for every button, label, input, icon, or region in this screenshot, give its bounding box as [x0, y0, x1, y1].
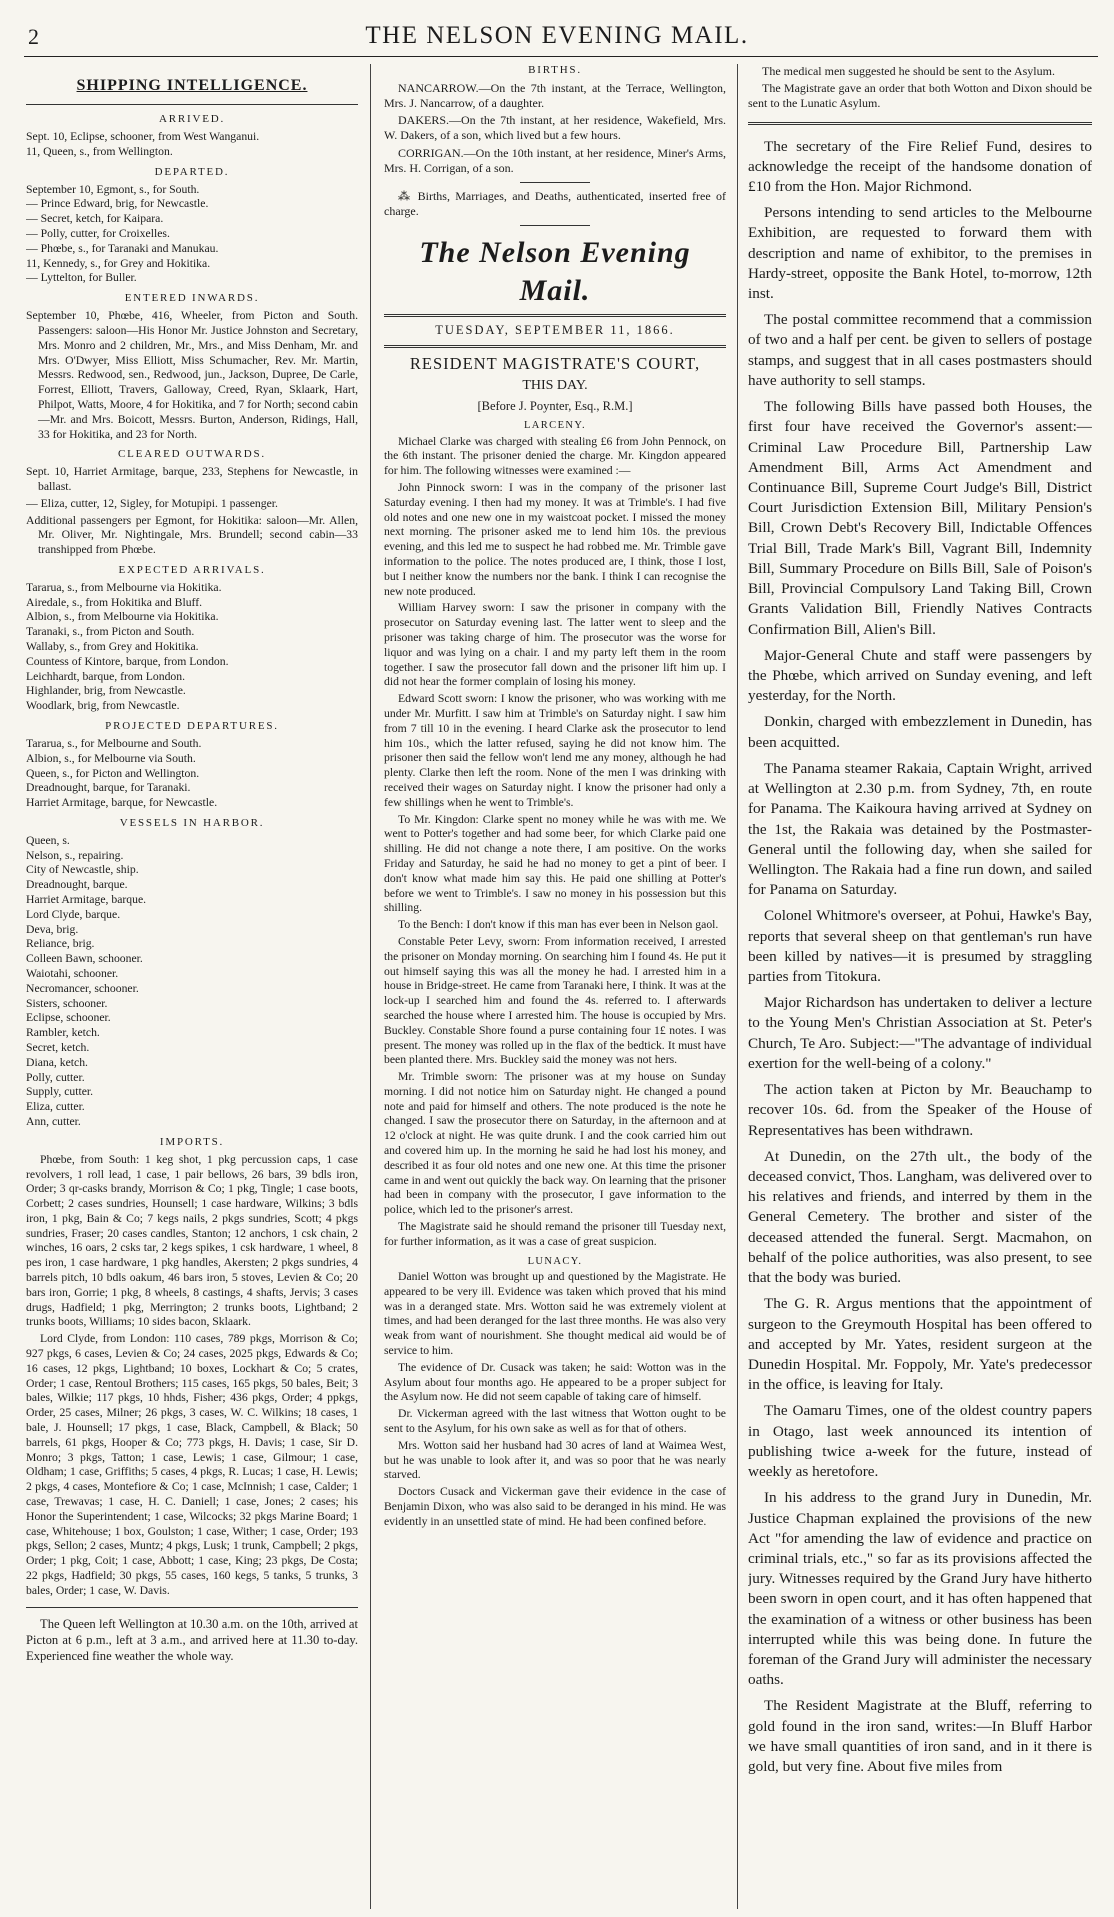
news-paragraph: The Panama steamer Rakaia, Captain Wright, arrived at Wellington at 2.30 p.m. from Sydney, 7th, en route for Panama. The Kaikoura having arrived at Sydney on the 1st, the Rakaia was detained by the Postmaster-General until the following day, when she sailed for Wellington. The Rakaia had a fine run down, and sailed for Panama on Saturday. — [748, 759, 1092, 899]
lunacy-label: LUNACY. — [527, 1255, 583, 1267]
vessels-label: VESSELS IN HARBOR. — [119, 816, 265, 829]
column-divider — [737, 64, 738, 1909]
masthead — [0, 0, 1114, 58]
column-court — [384, 64, 726, 1909]
list-item: Queen, s., for Picton and Wellington. — [26, 766, 200, 780]
list-item: Eclipse, schooner. — [26, 1011, 111, 1025]
list-item: Waiotahi, schooner. — [26, 967, 119, 981]
list-item: — Polly, cutter, for Croixelles. — [26, 227, 170, 241]
entered-label: ENTERED INWARDS. — [124, 292, 260, 305]
births-label: BIRTHS. — [528, 64, 582, 76]
list-item: Lord Clyde, barque. — [26, 907, 121, 921]
news-paragraph: In his address to the grand Jury in Dunedin, Mr. Justice Chapman explained the provisions of the new Act "for amending the law of evidence and practice on criminal trials, etc.," so far as its provisions affected the jury. Witnesses required by the Grand Jury have hitherto been sworn in open court, and it has often happened that the examination of a witness or other business has been interrupted while this was being done. In future the foreman of the Grand Jury will administer the necessary oaths. — [748, 1489, 1092, 1689]
list-item: Sisters, schooner. — [26, 996, 108, 1010]
closing-note: The Queen left Wellington at 10.30 a.m. on the 10th, arrived at Picton at 6 p.m., left at 3 a.m., and arrived here at 11.30 to-day. Experienced fine weather the whole way. — [26, 1616, 358, 1664]
projected-label: PROJECTED DEPARTURES. — [105, 720, 279, 733]
divider — [26, 1607, 358, 1608]
news-paragraph: At Dunedin, on the 27th ult., the body of the deceased convict, Thos. Langham, was delivered over to his relatives and friends, and interred by them in the General Cemetery. The brother and sister of the deceased attended the funeral. Sergt. Macmahon, on behalf of the police authorities, was also present, to see that the body was buried. — [748, 1147, 1092, 1287]
divider — [520, 225, 590, 226]
section-heading: SHIPPING INTELLIGENCE. — [76, 77, 308, 94]
list-item: — Prince Edward, brig, for Newcastle. — [26, 197, 209, 211]
projected-list — [26, 737, 358, 811]
list-item: Rambler, ketch. — [26, 1026, 100, 1040]
arrived-label: ARRIVED. — [158, 113, 226, 126]
court-paragraph: Edward Scott sworn: I know the prisoner, who was working with me under Mr. Murfitt. I saw him at Trimble's on Saturday night. I saw him from 7 till 10 in the evening. I heard Clarke ask the prosecutor to lend him 10s., which the latter refused, saying he did not know him. The prisoner then said the fellow won't lend me any money, although he had plenty. Clarke then left the room. None of the men I was drinking with received their wages on Saturday night. I know the prisoner had only a few shillings when he went to Trimble's. — [384, 692, 726, 809]
court-paragraph: The evidence of Dr. Cusack was taken; he said: Wotton was in the Asylum about four months ago. He appeared to be a proper subject for the Asylum now. He did not seem capable of taking care of himself. — [384, 1360, 726, 1404]
departed-list — [26, 183, 358, 287]
entered-text: September 10, Phœbe, 416, Wheeler, from Picton and South. Passengers: saloon—His Honor Mr. Justice Johnston and Secretary, Mrs. Monro and 2 children, Mr., Mrs., and Miss Denham, Mr. and Mrs. O'Dwyer, Miss Elliott, Miss Schumacher, Rev. Mr. Martin, Messrs. Redwood, sen., Redwood, jun., Jackson, Dupree, De Carle, Forrest, Elliott, Travers, Galloway, Creed, Ryan, Sklaark, Hart, Philpot, Watts, Moore, 4 for Hokitika, and 7 for North; second cabin—Mr. and Mrs. Boicott, Messrs. Burton, Anderson, Ridings, Hall, 33 for Hokitika, and 23 for North. — [26, 309, 358, 441]
court-paragraph: Mrs. Wotton said her husband had 30 acres of land at Waimea West, but he was unable to look after it, and was so poor that he was nearly starved. — [384, 1438, 726, 1482]
court-continuation: The Magistrate gave an order that both Wotton and Dixon should be sent to the Lunatic Asylum. — [748, 81, 1092, 111]
imports-text: Lord Clyde, from London: 110 cases, 789 pkgs, Morrison & Co; 927 pkgs, 6 cases, Levien & Co; 24 cases, 2025 pkgs, Edwards & Co; 16 cases, 12 pkgs, Lightband; 10 boxes, Lockhart & Co; 5 crates, Order; 1 case, Rentoul Brothers; 115 cases, 165 pkgs, 50 bales, Beit; 3 bales, Wilkie; 117 pkgs, 10 hhds, Fisher; 436 pkgs, Order; 4 ppkgs, Order, 25 cases, Milner; 26 pkgs, 3 cases, W. C. Wilkins; 18 cases, 1 bale, J. Hounsell; 17 pkgs, 1 case, Black, Campbell, & Black; 50 barrels, 61 pkgs, Hooper & Co; 773 pkgs, H. Davis; 1 case, Sir D. Monro; 3 pkgs, Tatton; 1 case, Lewis; 1 case, Gilmour; 1 case, Oldham; 1 case, Griffiths; 5 cases, 4 pkgs, R. Lucas; 1 case, H. Lewis; 2 pkgs, 4 cases, Montefiore & Co; 1 case, McInnish; 1 case, Calder; 1 case, Trewavas; 1 case, H. C. Daniell; 1 case, Jones; 2 cases; his Honor the Superintendent; 1 case, Wilcocks; 32 pkgs Marine Board; 1 case, Whitehouse; 1 box, Goulston; 1 case, Wither; 1 case, Order; 193 pkgs, Sellon; 2 cases, Muntz; 4 pkgs, Lusk; 1 trunk, Campbell; 2 pkgs, Order; 1 pkg, Coit; 1 case, Abbott; 1 case, King; 23 pkgs, De Costa; 22 pkgs, Hadfield; 30 pkgs, 55 cases, 160 kegs, 5 tanks, 5 trunks, 3 bales, Order; 1 case, W. Davis. — [26, 1332, 358, 1597]
court-paragraph: Doctors Cusack and Vickerman gave their evidence in the case of Benjamin Dixon, who was also said to be deranged in his mind. He was evidently in an unsettled state of mind. He had been confined before. — [384, 1485, 726, 1528]
list-item: — Lyttelton, for Buller. — [26, 271, 137, 285]
list-item: Ann, cutter. — [26, 1115, 81, 1128]
list-item: Diana, ketch. — [26, 1055, 88, 1069]
court-paragraph: Mr. Trimble sworn: The prisoner was at my house on Sunday morning. I did not notice him on Saturday night. He changed a pound note and paid for himself and others. The note produced is the note he changed. I saw the prosecutor there on Saturday, in the afternoon and at 12 o'clock at night. He was quite drunk. I and the cook carried him out and covered him up. In the morning he said he had lost his money, and described it as four old notes and one new one. At this time the prisoner came in and went out quickly the back way. On learning that the prisoner had been in company with the prosecutor, I gave information to the police, which led to the prisoner's arrest. — [384, 1070, 726, 1217]
list-item: — Phœbe, s., for Taranaki and Manukau. — [26, 241, 219, 255]
divider — [748, 122, 1092, 125]
court-day: THIS DAY. — [522, 377, 588, 393]
list-item: Additional passengers per Egmont, for Hokitika: saloon—Mr. Allen, Mr. Oliver, Mr. Nightingale, Mrs. Brundell; second cabin—33 transhipped from Phœbe. — [26, 513, 358, 557]
court-paragraph: William Harvey sworn: I saw the prisoner in company with the prosecutor on Saturday evening last. The latter went to sleep and the prisoner was taking charge of him. The prosecutor was the worse for liquor and was lying on a chair. I and my party left them in the room together. I saw the prosecutor fall down and the prisoner lift him up. I did not hear the former complain of losing his money. — [384, 601, 726, 689]
imports-label: IMPORTS. — [159, 1135, 225, 1148]
court-paragraph: John Pinnock sworn: I was in the company of the prisoner last Saturday evening. I then had my money. It was at Trimble's. I had five old notes and one new one in my waistcoat pocket. I missed the money next morning. The prisoner asked me to lend him 10s. the previous evening, and this led me to suspect he had robbed me. Mr. Trimble gave information to the police. The notes produced are, I think, those I lost, but I neither know the numbers nor the bank. I think I can recognise the new note produced. — [384, 481, 726, 598]
list-item: Albion, s., for Melbourne via South. — [26, 751, 196, 765]
list-item: — Secret, ketch, for Kaipara. — [26, 212, 164, 226]
court-paragraph: To Mr. Kingdon: Clarke spent no money while he was with me. We went to Potter's together and had some beer, for which Clarke paid one shilling. He did not change a note there, I am positive. On the works Friday and Saturday, he said he had no money to get a pint of beer. I don't know what made him say this. He paid one shilling at Potter's before we went to Trimble's. I saw no money in his possession but this shilling. — [384, 812, 726, 915]
expected-list — [26, 581, 358, 714]
column-shipping — [26, 64, 358, 1909]
list-item: Woodlark, brig, from Newcastle. — [26, 699, 180, 713]
news-items — [748, 137, 1092, 1778]
list-item: Tararua, s., from Melbourne via Hokitika. — [26, 580, 222, 594]
court-paragraph: Constable Peter Levy, sworn: From information received, I arrested the prisoner on Monday morning. On searching him I found 4s. He put it out himself saying this was all the money he had. I arrested him in a house in Bridge-street. He came from Taranaki here, I think. It was at the lock-up I searched him and found the 4s. referred to. I afterwards searched the house where I arrested him. The house is occupied by Mrs. Buckley. Constable Shore found a purse containing four 1£ notes. I was present. The money was rolled up in the flax of the bedtick. It must have been planted there. Mrs. Buckley said the money was not hers. — [384, 934, 726, 1067]
court-before: [Before J. Poynter, Esq., R.M.] — [477, 398, 633, 413]
birth-notice: NANCARROW.—On the 7th instant, at the Terrace, Wellington, Mrs. J. Nancarrow, of a daughter. — [384, 80, 726, 111]
list-item: City of Newcastle, ship. — [26, 863, 139, 877]
court-paragraph: Michael Clarke was charged with stealing £6 from John Pennock, on the 6th instant. The prisoner denied the charge. Mr. Kingdon appeared for him. The following witnesses were examined :— — [384, 434, 726, 478]
list-item: 11, Kennedy, s., for Grey and Hokitika. — [26, 256, 211, 270]
news-paragraph: Major Richardson has undertaken to deliver a lecture to the Young Men's Christian Association at St. Peter's Church, Te Aro. Subject:—"The advantage of individual exertion for the well-being of a colony." — [748, 994, 1092, 1072]
births-notice: ⁂ Births, Marriages, and Deaths, authenticated, inserted free of charge. — [384, 188, 726, 219]
list-item: Eliza, cutter. — [26, 1100, 85, 1114]
list-item: Dreadnought, barque, for Taranaki. — [26, 781, 191, 795]
paper-gothic-title: The Nelson Evening Mail. — [419, 236, 691, 308]
list-item: Supply, cutter. — [26, 1085, 94, 1099]
news-paragraph: Donkin, charged with embezzlement in Dunedin, has been acquitted. — [748, 713, 1092, 751]
list-item: Taranaki, s., from Picton and South. — [26, 625, 195, 639]
list-item: Leichhardt, barque, from London. — [26, 669, 186, 683]
newspaper-title: THE NELSON EVENING MAIL. — [365, 22, 749, 49]
divider — [520, 182, 590, 183]
arrived-list — [26, 130, 358, 160]
news-paragraph: Major-General Chute and staff were passengers by the Phœbe, which arrived on Sunday evening, and left yesterday, for the North. — [748, 646, 1092, 705]
list-item: Airedale, s., from Hokitika and Bluff. — [26, 595, 203, 609]
news-paragraph: Persons intending to send articles to the Melbourne Exhibition, are requested to forward them with description and name of exhibitor, to the premises in Hardy-street, opposite the Bank Hotel, to-morrow, 12th inst. — [748, 204, 1092, 303]
list-item: Albion, s., from Melbourne via Hokitika. — [26, 610, 219, 624]
cleared-label: CLEARED OUTWARDS. — [118, 448, 266, 461]
expected-label: EXPECTED ARRIVALS. — [118, 563, 266, 576]
list-item: Secret, ketch. — [26, 1041, 90, 1055]
list-item: Harriet Armitage, barque, for Newcastle. — [26, 796, 218, 810]
list-item: Deva, brig. — [26, 922, 79, 936]
court-paragraph: Daniel Wotton was brought up and questioned by the Magistrate. He appeared to be very ill. Evidence was taken which proved that his mind was in a deranged state. Mrs. Wotton said he was extremely violent at times, and had been deranged for the last three months. He was also very weak from want of nourishment. She thought medical aid would be of service to him. — [384, 1269, 726, 1357]
list-item: Highlander, brig, from Newcastle. — [26, 684, 186, 698]
news-paragraph: Colonel Whitmore's overseer, at Pohui, Hawke's Bay, reports that several sheep on that gentleman's run have been killed by natives—it is presumed by straggling parties from Titokura. — [748, 907, 1092, 986]
list-item: 11, Queen, s., from Wellington. — [26, 144, 173, 158]
list-item: Harriet Armitage, barque. — [26, 893, 147, 907]
page-number: 2 — [28, 24, 39, 49]
news-paragraph: The secretary of the Fire Relief Fund, desires to acknowledge the receipt of the handsome donation of £10 from the Hon. Major Richmond. — [748, 137, 1092, 195]
list-item: Queen, s. — [26, 833, 70, 847]
list-item: Reliance, brig. — [26, 937, 95, 951]
dateline: TUESDAY, SEPTEMBER 11, 1866. — [435, 323, 675, 338]
column-divider — [370, 64, 371, 1909]
news-paragraph: The action taken at Picton by Mr. Beauchamp to recover 10s. 6d. from the Speaker of the House of Representatives has been withdrawn. — [748, 1081, 1092, 1139]
news-paragraph: The Oamaru Times, one of the oldest country papers in Otago, last week announced its intention of publishing twice a-week for the future, instead of weekly as heretofore. — [748, 1402, 1092, 1481]
divider — [384, 314, 726, 317]
masthead-rule — [24, 56, 1098, 57]
court-title: RESIDENT MAGISTRATE'S COURT, — [409, 353, 701, 373]
news-paragraph: The G. R. Argus mentions that the appointment of surgeon to the Greymouth Hospital has been offered to and accepted by Mr. Yates, resident surgeon at the Dunedin Hospital. Mr. Foppoly, Mr. Yate's predecessor in the office, is leaving for Italy. — [748, 1295, 1092, 1394]
birth-notice: CORRIGAN.—On the 10th instant, at her residence, Miner's Arms, Mrs. H. Corrigan, of a son. — [384, 145, 726, 175]
list-item: Tararua, s., for Melbourne and South. — [26, 736, 202, 750]
divider — [26, 104, 358, 105]
departed-label: DEPARTED. — [154, 165, 230, 178]
list-item: September 10, Egmont, s., for South. — [26, 182, 200, 196]
news-paragraph: The Resident Magistrate at the Bluff, referring to gold found in the iron sand, writes:—In Bluff Harbor we have small quantities of iron sand, and in it there is gold, but very fine. About five miles from — [748, 1697, 1092, 1776]
news-paragraph: The following Bills have passed both Houses, the first four have received the Governor's assent:—Criminal Law Procedure Bill, Partnership Law Amendment Bill, Arms Act Amendment and Continuance Bill, Supreme Court Judge's Bill, District Court Jurisdiction Extension Bill, Military Pension's Bill, Crown Debt's Recovery Bill, Indictable Offences Trial Bill, Trade Mark's Bill, Vagrant Bill, Indemnity Bill, Summary Procedure on Bills Bill, Sale of Poison's Bill, Provincial Compulsory Land Taking Bill, Crown Grants Validation Bill, Friendly Natives Contracts Confirmation Bill, Alien's Bill. — [748, 398, 1092, 638]
list-item: — Eliza, cutter, 12, Sigley, for Motupipi. 1 passenger. — [26, 496, 278, 510]
news-paragraph: The postal committee recommend that a commission of two and a half per cent. be given to sellers of postage stamps, and suggest that in all cases postmasters should have authority to sell stamps. — [748, 311, 1092, 389]
court-paragraph: The Magistrate said he should remand the prisoner till Tuesday next, for further information, as it was a case of great suspicion. — [384, 1220, 726, 1248]
list-item: Countess of Kintore, barque, from London. — [26, 654, 229, 668]
court-paragraph: Dr. Vickerman agreed with the last witness that Wotton ought to be sent to the Asylum, for his own sake as well as for that of others. — [384, 1407, 726, 1435]
list-item: Colleen Bawn, schooner. — [26, 952, 143, 966]
list-item: Wallaby, s., from Grey and Hokitika. — [26, 640, 199, 654]
vessels-list — [26, 834, 358, 1130]
birth-notice: DAKERS.—On the 7th instant, at her residence, Wakefield, Mrs. W. Dakers, of a son, which lived but a few hours. — [384, 113, 726, 143]
larceny-label: LARCENY. — [523, 420, 587, 432]
list-item: Sept. 10, Harriet Armitage, barque, 233, Stephens for Newcastle, in ballast. — [26, 465, 358, 493]
imports-text: Phœbe, from South: 1 keg shot, 1 pkg percussion caps, 1 case revolvers, 1 roll lead, 1 case, 1 pair bellows, 26 bars, 39 bdls iron, Order; 3 qr-casks brandy, Morrison & Co; 1 pkg, Tingle; 1 case boots, Corbett; 2 cases sundries, Hounsell; 1 case hardware, Wilkins; 3 bdls iron, 1 pkg, Bain & Co; 7 kegs nails, 2 pkgs sundries, Scott; 4 pkgs sundries, Fraser; 20 cases candles, Stanton; 12 anchors, 1 csk chain, 2 winches, 16 oars, 2 csks tar, 2 kegs spikes, 1 csk hardware, 1 wheel, 8 pes iron, 1 case hardware, 1 pkg handles, Akersten; 2 pkgs sundries, 4 barrels pitch, 10 bdls oakum, 46 bars iron, 5 stoves, Levien & Co; 20 bars iron, Gorrie; 1 pkg, 8 wheels, 8 castings, 4 shafts, Jervis; 3 cases drugs, Hadfield; 1 pkg, Merrington; 2 trunks boots, Lightband; 2 trunks boots, Williams; 10 sides bacon, Sklaark. — [26, 1152, 358, 1329]
court-paragraph: To the Bench: I don't know if this man has ever been in Nelson gaol. — [398, 918, 719, 932]
list-item: Polly, cutter. — [26, 1070, 85, 1084]
list-item: Nelson, s., repairing. — [26, 848, 124, 862]
list-item: Necromancer, schooner. — [26, 981, 139, 995]
divider — [384, 345, 726, 348]
list-item: Sept. 10, Eclipse, schooner, from West Wanganui. — [26, 130, 260, 144]
column-news — [748, 64, 1092, 1909]
list-item: Dreadnought, barque. — [26, 878, 128, 892]
court-continuation: The medical men suggested he should be sent to the Asylum. — [762, 64, 1055, 78]
